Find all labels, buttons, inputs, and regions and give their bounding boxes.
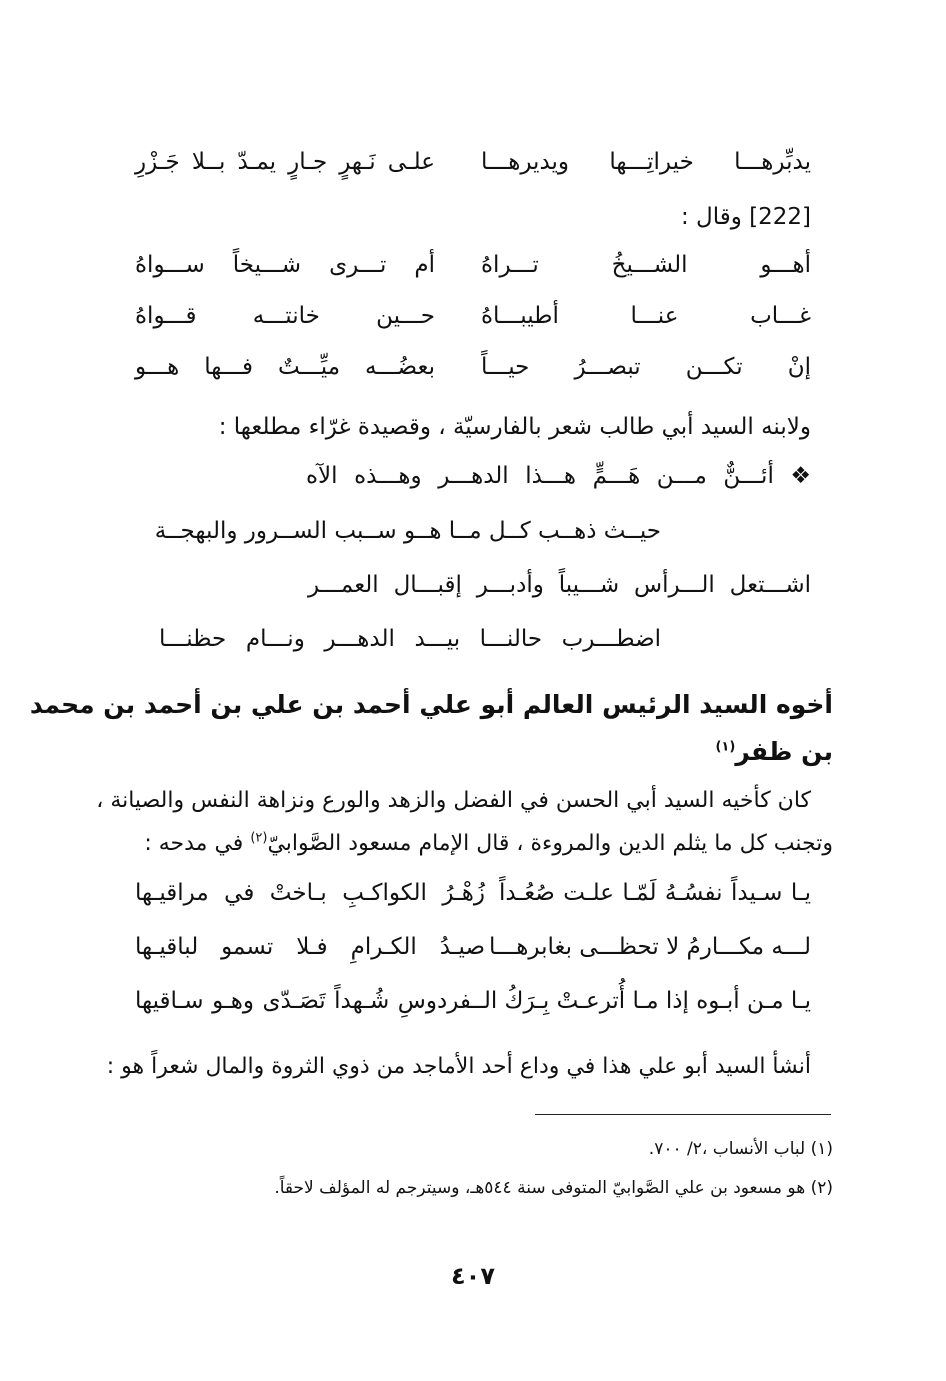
section-heading: [29, 687, 833, 723]
verse-first-hemistich: يـا مـن أبـوه إذا مـا أُترعـتْ بِـرَكُ الــ: [470, 988, 811, 1014]
persian-line: اشـــتعل الـــرأس شـــيباً وأدبـــر إقبـــال العمـــر: [308, 572, 811, 598]
verse-second-hemistich: حـــين خانتـــه قـــواهُ: [135, 303, 435, 329]
page-number: ٤٠٧: [451, 1262, 495, 1290]
footnote: (١) لباب الأنساب ،٢/ ٧٠٠.: [648, 1139, 833, 1159]
verse-first-hemistich: لـــه مكـــارمُ لا تحظـــى بغابرهـــا: [489, 934, 811, 960]
verse-second-hemistich: زُهْـرُ الكواكـبِ بـاختْ في مراقيـها: [135, 880, 485, 906]
verse-line: [135, 299, 811, 333]
verse-second-hemistich: بعضُـــه ميِّـــتٌ فـــها هـــو: [135, 354, 435, 380]
verse-line: [135, 350, 811, 384]
footnote-ref: (٢): [250, 830, 268, 846]
paragraph-text: كان كأخيه السيد أبي الحسن في الفضل والزهد والورع ونزاهة النفس والصيانة ،: [96, 788, 811, 813]
persian-intro: ولابنه السيد أبي طالب شعر بالفارسيّة ، وقصيدة غرّاء مطلعها :: [218, 414, 811, 440]
section-heading-continued: [113, 734, 833, 770]
verse-line: [135, 248, 811, 282]
paragraph-line: [113, 827, 833, 861]
verse-line: [135, 876, 811, 910]
verse-first-hemistich: أهـــو الشـــيخُ تـــراهُ: [481, 252, 811, 278]
verse-second-hemistich: صيـدُ الكـرامِ فـلا تسمو لباقيـها: [135, 934, 485, 960]
footnote-ref: (١): [715, 739, 736, 755]
verse-second-hemistich: ــفردوسِ شُـهداً تَصَـدّى وهـو سـاقيها: [135, 988, 485, 1014]
persian-line: حيــث ذهــب كــل مــا هــو ســبب الســرور والبهجــة: [154, 518, 661, 544]
footnote-divider: [535, 1114, 831, 1115]
paragraph-text: وتجنب كل ما يثلم الدين والمروءة ، قال الإمام مسعود الصَّوابيّ: [267, 831, 833, 856]
verse-first-hemistich: يـا سـيداً نفسُـهُ لَمّـا علـت صُعُـداً: [499, 880, 811, 906]
footnote: (٢) هو مسعود بن علي الصَّوابيّ المتوفى سنة ٥٤٤هـ، وسيترجم له المؤلف لاحقاً.: [274, 1178, 833, 1198]
verse-second-hemistich: أم تـــرى شـــيخاً ســـواهُ: [135, 252, 435, 278]
paragraph-line: [91, 784, 811, 818]
paragraph-text: في مدحه :: [144, 831, 251, 856]
persian-line: ❖ أئـــنٌّ مـــن هَـــمٍّ هـــذا الدهـــر وهـــذه الآه: [306, 463, 811, 489]
verse-first-hemistich: يدبِّرهـــا خيراتِـــها ويديرهـــا: [481, 149, 811, 175]
verse-first-hemistich: غـــاب عنـــا أطيبـــاهُ: [481, 303, 811, 329]
verse-second-hemistich: علـى نَـهرٍ جـارٍ يمـدّ بــلا جَـزْرِ: [135, 149, 435, 175]
verse-first-hemistich: إنْ تكـــن تبصـــرُ حيـــاً: [481, 354, 811, 380]
verse-line: [135, 145, 811, 179]
poem-intro: [222] وقال :: [680, 204, 811, 230]
heading-line-2: بن ظفر: [735, 737, 833, 766]
closing-line: أنشأ السيد أبو علي هذا في وداع أحد الأماجد من ذوي الثروة والمال شعراً هو :: [106, 1054, 811, 1079]
verse-line: [135, 930, 811, 964]
persian-line: اضطـــرب حالنـــا بيـــد الدهـــر ونـــام حظنـــا: [159, 626, 661, 652]
heading-line-1: أخوه السيد الرئيس العالم أبو علي أحمد بن علي بن أحمد بن محمد: [29, 690, 833, 719]
verse-line: [135, 984, 811, 1018]
